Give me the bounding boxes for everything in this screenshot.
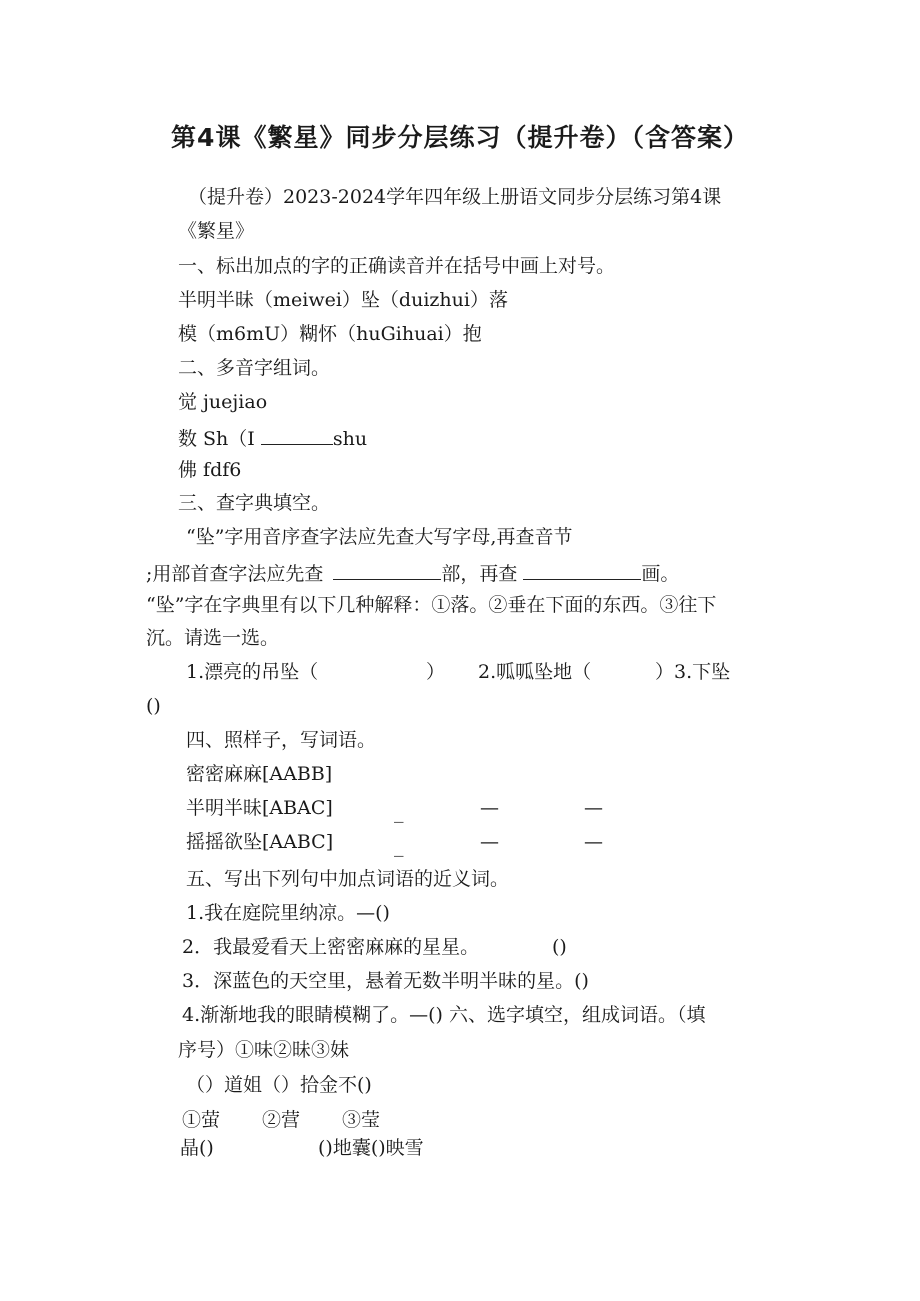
section-3-para-2 [146, 562, 679, 584]
section-1-row-1: 半明半昧（meiwei）坠（duizhui）落 [178, 289, 508, 311]
section-6-row-1: （）道姐（）拾金不() [186, 1074, 372, 1096]
subtitle-line-1: （提升卷）2023-2024学年四年级上册语文同步分层练习第4课 [188, 186, 722, 208]
section-1-heading: 一、标出加点的字的正确读音并在括号中画上对号。 [178, 255, 616, 277]
section-4-row-1: 密密麻麻[AABB] [186, 763, 333, 785]
section-3-heading: 三、查字典填空。 [178, 492, 331, 514]
section-3-question-1: 1.漂亮的吊坠（ [186, 661, 319, 683]
option-3: ③莹 [342, 1109, 381, 1131]
section-5-question-3: 3．深蓝色的天空里，悬着无数半明半昧的星。() [182, 970, 589, 992]
section-5-question-4: 4.渐渐地我的眼睛模糊了。—() 六、选字填空，组成词语。（填 [182, 1004, 706, 1026]
section-2-row-1: 觉 juejiao [178, 391, 268, 413]
row-2-mark-c: — [584, 797, 603, 819]
section-3-para-4: 沉。请选一选。 [146, 627, 280, 649]
polyphone-prefix: 数 Sh（I [178, 428, 255, 450]
option-2: ②营 [262, 1109, 301, 1131]
stroke-count-blank [523, 562, 641, 580]
para-2-part-c: 画。 [641, 563, 680, 585]
section-6-row-3-b: ()地囊()映雪 [318, 1137, 424, 1159]
section-6-instruction: 序号）①味②昧③妹 [178, 1039, 350, 1061]
section-4-heading: 四、照样子，写词语。 [186, 729, 377, 751]
section-1-row-2: 模（m6mU）糊怀（huGihuai）抱 [178, 323, 482, 345]
section-2-row-2 [178, 427, 367, 449]
row-3-mark-a: _ [394, 835, 404, 857]
section-5-question-1: 1.我在庭院里纳凉。—() [186, 902, 390, 924]
polyphone-suffix: shu [332, 428, 368, 450]
answer-blank [261, 427, 333, 445]
section-6-row-3-a: 晶() [180, 1137, 214, 1159]
section-5-heading: 五、写出下列句中加点词语的近义词。 [186, 868, 510, 890]
para-2-part-a: ;用部首查字法应先查 [146, 563, 324, 585]
section-4-row-2: 半明半昧[ABAC] [186, 797, 333, 819]
document-title: 第4课《繁星》同步分层练习（提升卷）（含答案） [171, 123, 749, 152]
section-5-question-2: 2．我最爱看天上密密麻麻的星星。 [182, 936, 480, 958]
section-3-question-2: 2.呱呱坠地（ [478, 661, 592, 683]
section-3-para-3: “坠”字在字典里有以下几种解释：①落。②垂在下面的东西。③往下 [146, 594, 717, 616]
row-3-mark-c: — [584, 831, 603, 853]
row-2-mark-b: — [480, 797, 499, 819]
section-2-row-3: 佛 fdf6 [178, 459, 242, 481]
row-3-mark-b: — [480, 831, 499, 853]
subtitle-line-2: 《繁星》 [178, 220, 255, 242]
option-1: ①萤 [182, 1109, 221, 1131]
section-3-question-1-end: ） [426, 661, 446, 683]
row-2-mark-a: _ [394, 801, 404, 823]
section-3-question-3: ）3.下坠 [655, 661, 731, 683]
section-3-para-1: “坠”字用音序查字法应先查大写字母,再查音节 [186, 526, 573, 548]
section-5-question-2-end: () [552, 936, 567, 958]
section-4-row-3: 摇摇欲坠[AABC] [186, 831, 334, 853]
radical-blank [333, 562, 441, 580]
para-2-part-b: 部，再查 [441, 563, 518, 585]
section-3-question-3-end: () [146, 695, 161, 717]
section-2-heading: 二、多音字组词。 [178, 357, 331, 379]
